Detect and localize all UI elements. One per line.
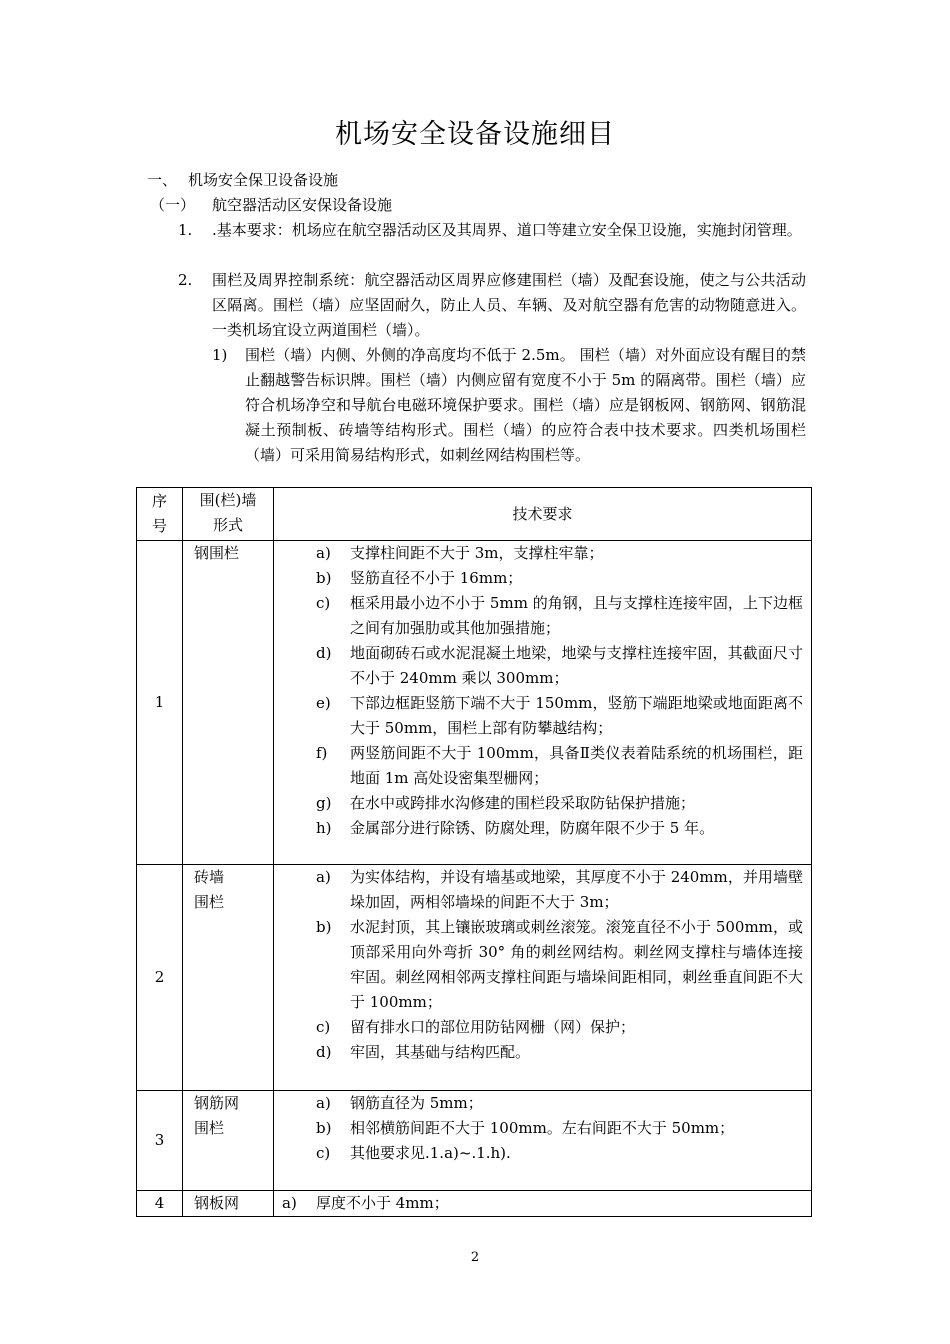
list-item: a) 为实体结构，并设有墙基或地梁，其厚度不小于 240mm，并用墙壁垛加固，两相邻墙垛的间距不大于 3m； [316, 868, 803, 911]
row-2-seq: 2 [137, 865, 183, 1091]
row-1-type: 钢围栏 [183, 541, 274, 865]
list-item: a) 钢筋直径为 5mm； [316, 1094, 483, 1112]
row-4-seq: 4 [137, 1191, 183, 1217]
page-number: 2 [470, 1250, 480, 1265]
list-item: b) 相邻横筋间距不大于 100mm。左右间距不大于 50mm； [316, 1119, 735, 1137]
table-row [137, 1091, 812, 1191]
row-1-seq: 1 [137, 541, 183, 865]
list-item: b) 竖筋直径不小于 16mm； [316, 569, 523, 587]
item-2-1-number: 1) [212, 346, 228, 364]
section-1-heading: 机场安全保卫设备设施 [188, 171, 339, 189]
item-1-text: .基本要求：机场应在航空器活动区及其周界、道口等建立安全保卫设施，实施封闭管理。 [212, 221, 802, 239]
table-header-row [137, 488, 812, 541]
table-row [137, 1191, 812, 1217]
list-item: c) 框采用最小边不小于 5mm 的角钢，且与支撑柱连接牢固，上下边框之间有加强肋或其他加强措施； [316, 594, 803, 637]
row-4-requirements [274, 1191, 812, 1217]
row-2-requirements [274, 865, 812, 1091]
item-2-number: 2. [178, 271, 193, 289]
list-item: a) 支撑柱间距不大于 3m，支撑柱牢靠； [316, 544, 604, 562]
list-item: e) 下部边框距竖筋下端不大于 150mm，竖筋下端距地梁或地面距离不大于 50mm，围栏上部有防攀越结构； [316, 694, 803, 737]
table-row [137, 865, 812, 1091]
section-1-1-number: （一） [150, 196, 196, 214]
item-1-number: 1. [178, 221, 193, 239]
table-row [137, 541, 812, 865]
list-item: d) 牢固，其基础与结构匹配。 [316, 1043, 531, 1061]
item-2-1-text: 围栏（墙）内侧、外侧的净高度均不低于 2.5m。 围栏（墙）对外面应设有醒目的禁止翻越警告标识牌。围栏（墙）内侧应留有宽度不小于 5m 的隔离带。围栏（墙）应符合机场净空和导航台电磁环境保护要求。围栏（墙）应是钢板网、钢筋网、钢筋混凝土预制板、砖墙等结构形式。围栏（墙）的应符合表中技术要求。四类机场围栏（墙）可采用简易结构形式，如刺丝网结构围栏等。 [245, 346, 806, 464]
row-2-type: 砖墙围栏 [183, 865, 274, 1091]
list-item: d) 地面砌砖石或水泥混凝土地梁，地梁与支撑柱连接牢固，其截面尺寸不小于 240mm 乘以 300mm； [316, 644, 803, 687]
list-item: c) 其他要求见.1.a)~.1.h). [316, 1144, 511, 1162]
row-1-requirements [274, 541, 812, 865]
document-title: 机场安全设备设施细目 [335, 119, 615, 150]
list-item: h) 金属部分进行除锈、防腐处理，防腐年限不少于 5 年。 [316, 819, 715, 837]
requirements-table [136, 487, 812, 1217]
row-3-type: 钢筋网围栏 [183, 1091, 274, 1191]
row-3-requirements [274, 1091, 812, 1191]
section-1-1-heading: 航空器活动区安保设备设施 [212, 196, 393, 214]
header-seq: 序号 [137, 488, 183, 541]
header-type: 围(栏)墙形式 [183, 488, 274, 541]
row-3-seq: 3 [137, 1091, 183, 1191]
list-item: g) 在水中或跨排水沟修建的围栏段采取防钻保护措施； [316, 794, 696, 812]
header-requirements: 技术要求 [274, 488, 812, 541]
item-2-text: 围栏及周界控制系统：航空器活动区周界应修建围栏（墙）及配套设施，使之与公共活动区隔离。围栏（墙）应坚固耐久，防止人员、车辆、及对航空器有危害的动物随意进入。一类机场宜设立两道围栏（墙）。 [212, 271, 806, 339]
list-item: a) 厚度不小于 4mm； [282, 1194, 449, 1212]
list-item: b) 水泥封顶，其上镶嵌玻璃或刺丝滚笼。滚笼直径不小于 500mm，或顶部采用向外弯折 30° 角的刺丝网结构。刺丝网支撑柱与墙体连接牢固。刺丝网相邻两支撑柱间距与墙垛间距相同，刺丝垂直间距不大于 100mm； [316, 918, 803, 1011]
list-item: c) 留有排水口的部位用防钻网栅（网）保护； [316, 1018, 636, 1036]
section-1-number: 一、 [147, 171, 178, 189]
row-4-type: 钢板网 [183, 1191, 274, 1217]
list-item: f) 两竖筋间距不大于 100mm，具备Ⅱ类仪表着陆系统的机场围栏，距地面 1m 高处设密集型栅网； [316, 744, 803, 787]
